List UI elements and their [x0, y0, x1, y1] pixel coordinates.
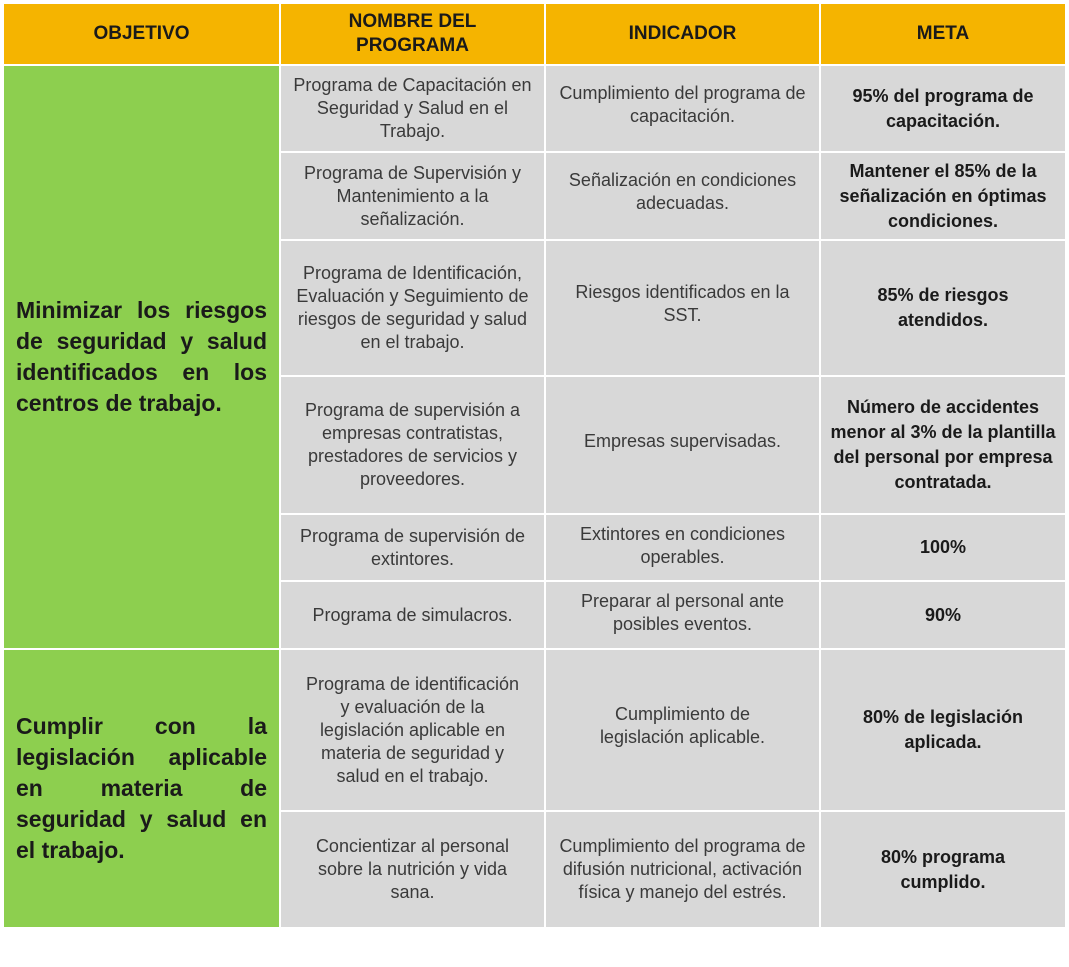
objectives-table	[2, 2, 1067, 929]
table-header-row	[3, 3, 1066, 65]
indicator-cell: Preparar al personal ante posibles eventos.	[545, 581, 820, 649]
objective-cell-1: Minimizar los riesgos de seguridad y salud identificados en los centros de trabajo.	[3, 65, 280, 649]
goal-cell: Número de accidentes menor al 3% de la plantilla del personal por empresa contratada.	[820, 376, 1066, 514]
header-objetivo: OBJETIVO	[3, 3, 280, 65]
goal-cell: 80% programa cumplido.	[820, 811, 1066, 928]
indicator-cell: Señalización en condiciones adecuadas.	[545, 152, 820, 240]
header-programa: NOMBRE DEL PROGRAMA	[280, 3, 545, 65]
header-indicador: INDICADOR	[545, 3, 820, 65]
goal-cell: 90%	[820, 581, 1066, 649]
goal-cell: Mantener el 85% de la señalización en óptimas condiciones.	[820, 152, 1066, 240]
goal-cell: 80% de legislación aplicada.	[820, 649, 1066, 811]
program-cell: Programa de Supervisión y Mantenimiento a la señalización.	[280, 152, 545, 240]
goal-cell: 100%	[820, 514, 1066, 581]
indicator-cell: Cumplimiento del programa de difusión nutricional, activación física y manejo del estrés.	[545, 811, 820, 928]
program-cell: Programa de Identificación, Evaluación y Seguimiento de riesgos de seguridad y salud en el trabajo.	[280, 240, 545, 376]
indicator-cell: Empresas supervisadas.	[545, 376, 820, 514]
objective-cell-2: Cumplir con la legislación aplicable en materia de seguridad y salud en el trabajo.	[3, 649, 280, 928]
program-cell: Programa de identificación y evaluación de la legislación aplicable en materia de seguridad y salud en el trabajo.	[280, 649, 545, 811]
program-cell: Programa de Capacitación en Seguridad y Salud en el Trabajo.	[280, 65, 545, 152]
header-meta: META	[820, 3, 1066, 65]
program-cell: Programa de simulacros.	[280, 581, 545, 649]
program-cell: Programa de supervisión a empresas contratistas, prestadores de servicios y proveedores.	[280, 376, 545, 514]
goal-cell: 85% de riesgos atendidos.	[820, 240, 1066, 376]
program-cell: Programa de supervisión de extintores.	[280, 514, 545, 581]
indicator-cell: Extintores en condiciones operables.	[545, 514, 820, 581]
indicator-cell: Cumplimiento del programa de capacitación.	[545, 65, 820, 152]
table-row	[3, 649, 1066, 811]
table-row	[3, 65, 1066, 152]
program-cell: Concientizar al personal sobre la nutrición y vida sana.	[280, 811, 545, 928]
indicator-cell: Riesgos identificados en la SST.	[545, 240, 820, 376]
objectives-table-container	[2, 2, 1067, 929]
goal-cell: 95% del programa de capacitación.	[820, 65, 1066, 152]
indicator-cell: Cumplimiento de legislación aplicable.	[545, 649, 820, 811]
